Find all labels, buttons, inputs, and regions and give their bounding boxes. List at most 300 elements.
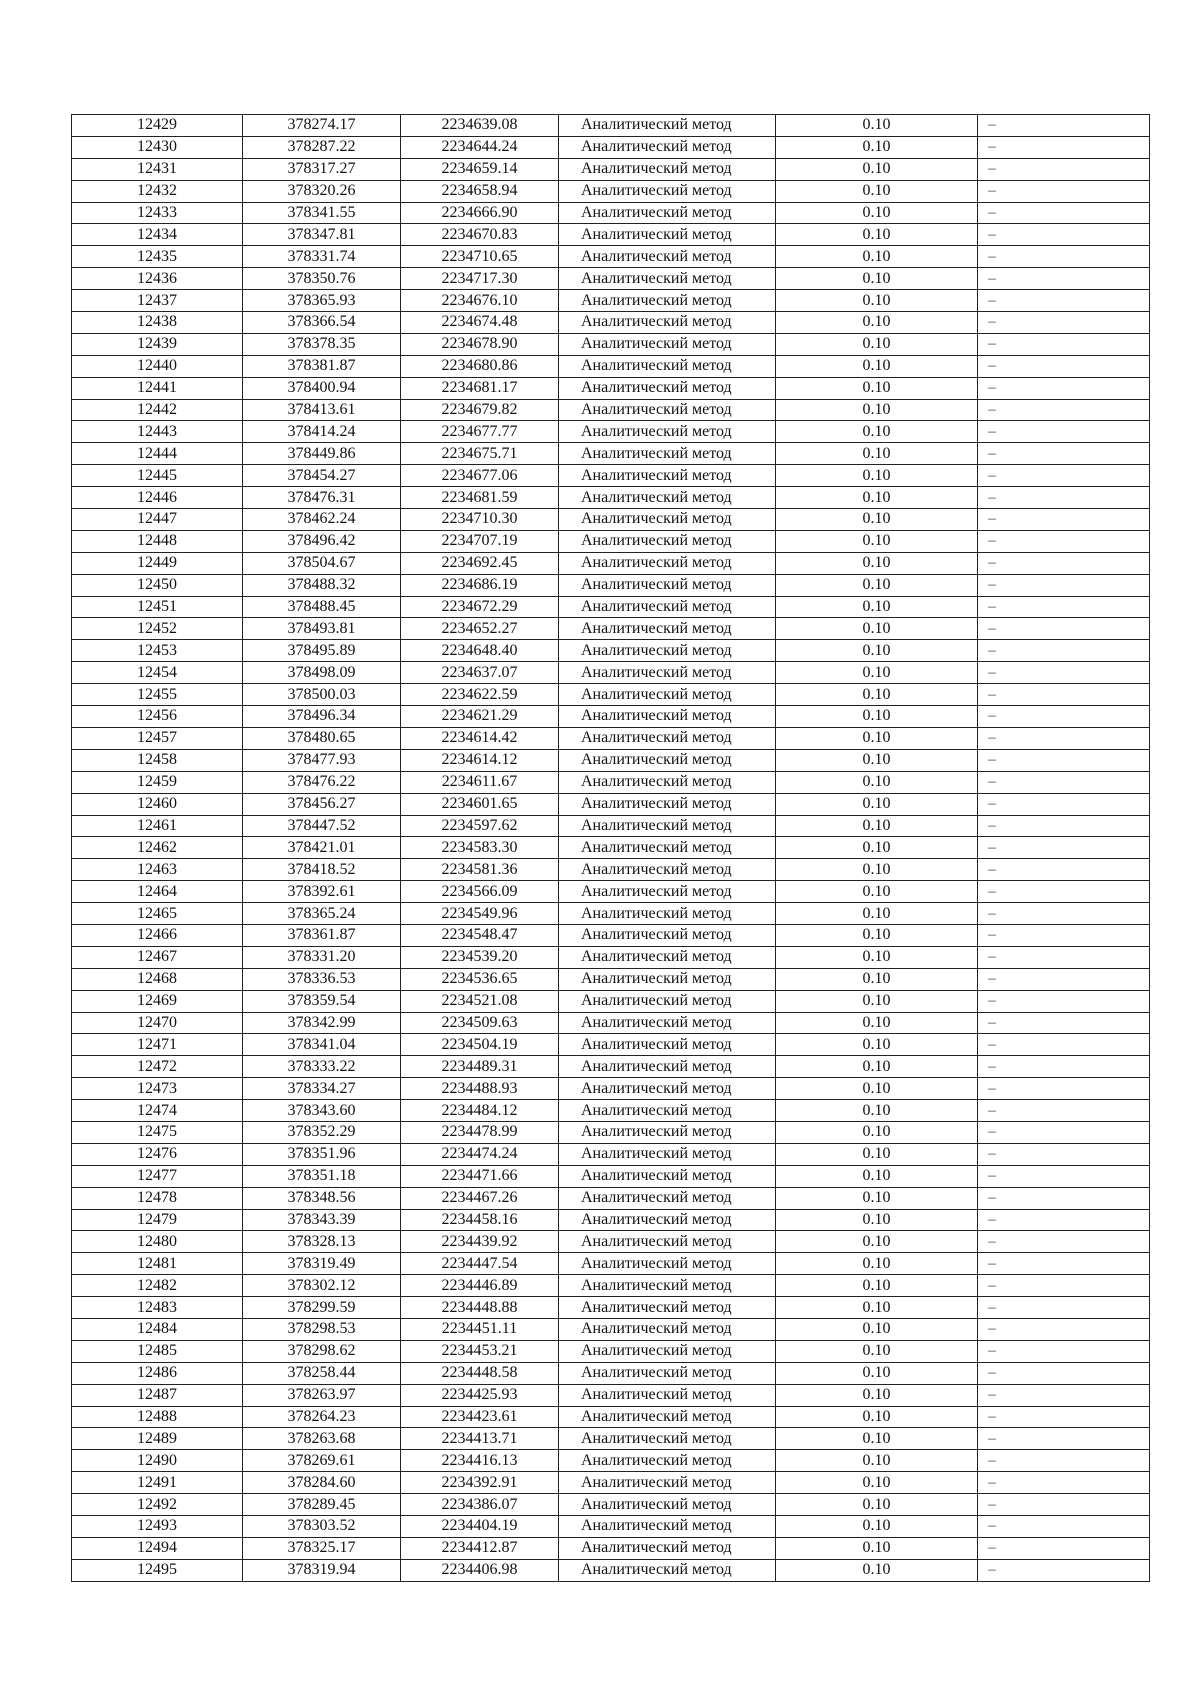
point-number-cell: 12466 [72, 924, 243, 946]
y-coordinate-cell: 2234416.13 [401, 1450, 559, 1472]
accuracy-cell: 0.10 [776, 1537, 978, 1559]
table-row [72, 924, 1150, 946]
table-row [72, 859, 1150, 881]
method-cell: Аналитический метод [559, 355, 776, 377]
y-coordinate-cell: 2234471.66 [401, 1165, 559, 1187]
accuracy-cell: 0.10 [776, 924, 978, 946]
accuracy-cell: 0.10 [776, 946, 978, 968]
accuracy-cell: 0.10 [776, 552, 978, 574]
y-coordinate-cell: 2234536.65 [401, 968, 559, 990]
note-cell: – [978, 881, 1150, 903]
method-cell: Аналитический метод [559, 1100, 776, 1122]
accuracy-cell: 0.10 [776, 1143, 978, 1165]
x-coordinate-cell: 378361.87 [243, 924, 401, 946]
table-row [72, 1340, 1150, 1362]
note-cell: – [978, 487, 1150, 509]
method-cell: Аналитический метод [559, 662, 776, 684]
accuracy-cell: 0.10 [776, 1165, 978, 1187]
coordinates-table [71, 114, 1150, 1582]
x-coordinate-cell: 378454.27 [243, 465, 401, 487]
table-row [72, 246, 1150, 268]
point-number-cell: 12441 [72, 377, 243, 399]
method-cell: Аналитический метод [559, 1056, 776, 1078]
x-coordinate-cell: 378480.65 [243, 727, 401, 749]
note-cell: – [978, 246, 1150, 268]
x-coordinate-cell: 378269.61 [243, 1450, 401, 1472]
note-cell: – [978, 268, 1150, 290]
point-number-cell: 12447 [72, 509, 243, 531]
note-cell: – [978, 1034, 1150, 1056]
method-cell: Аналитический метод [559, 596, 776, 618]
method-cell: Аналитический метод [559, 180, 776, 202]
x-coordinate-cell: 378341.04 [243, 1034, 401, 1056]
note-cell: – [978, 333, 1150, 355]
method-cell: Аналитический метод [559, 946, 776, 968]
method-cell: Аналитический метод [559, 749, 776, 771]
point-number-cell: 12443 [72, 421, 243, 443]
x-coordinate-cell: 378298.62 [243, 1340, 401, 1362]
accuracy-cell: 0.10 [776, 1406, 978, 1428]
point-number-cell: 12479 [72, 1209, 243, 1231]
accuracy-cell: 0.10 [776, 903, 978, 925]
note-cell: – [978, 596, 1150, 618]
table-row [72, 530, 1150, 552]
table-row [72, 1384, 1150, 1406]
table-row [72, 684, 1150, 706]
point-number-cell: 12477 [72, 1165, 243, 1187]
y-coordinate-cell: 2234614.42 [401, 727, 559, 749]
accuracy-cell: 0.10 [776, 443, 978, 465]
x-coordinate-cell: 378263.97 [243, 1384, 401, 1406]
point-number-cell: 12439 [72, 333, 243, 355]
note-cell: – [978, 1537, 1150, 1559]
method-cell: Аналитический метод [559, 1494, 776, 1516]
method-cell: Аналитический метод [559, 1165, 776, 1187]
method-cell: Аналитический метод [559, 509, 776, 531]
accuracy-cell: 0.10 [776, 706, 978, 728]
accuracy-cell: 0.10 [776, 509, 978, 531]
point-number-cell: 12438 [72, 312, 243, 334]
note-cell: – [978, 727, 1150, 749]
accuracy-cell: 0.10 [776, 1034, 978, 1056]
table-row [72, 1297, 1150, 1319]
point-number-cell: 12493 [72, 1516, 243, 1538]
point-number-cell: 12463 [72, 859, 243, 881]
point-number-cell: 12464 [72, 881, 243, 903]
accuracy-cell: 0.10 [776, 815, 978, 837]
method-cell: Аналитический метод [559, 1428, 776, 1450]
accuracy-cell: 0.10 [776, 1318, 978, 1340]
note-cell: – [978, 1516, 1150, 1538]
method-cell: Аналитический метод [559, 990, 776, 1012]
accuracy-cell: 0.10 [776, 1297, 978, 1319]
y-coordinate-cell: 2234674.48 [401, 312, 559, 334]
point-number-cell: 12494 [72, 1537, 243, 1559]
method-cell: Аналитический метод [559, 1559, 776, 1581]
y-coordinate-cell: 2234489.31 [401, 1056, 559, 1078]
table-row [72, 1143, 1150, 1165]
x-coordinate-cell: 378496.34 [243, 706, 401, 728]
note-cell: – [978, 1165, 1150, 1187]
x-coordinate-cell: 378319.94 [243, 1559, 401, 1581]
x-coordinate-cell: 378392.61 [243, 881, 401, 903]
point-number-cell: 12455 [72, 684, 243, 706]
note-cell: – [978, 202, 1150, 224]
table-row [72, 1516, 1150, 1538]
method-cell: Аналитический метод [559, 1516, 776, 1538]
y-coordinate-cell: 2234659.14 [401, 158, 559, 180]
method-cell: Аналитический метод [559, 1143, 776, 1165]
method-cell: Аналитический метод [559, 399, 776, 421]
x-coordinate-cell: 378331.20 [243, 946, 401, 968]
note-cell: – [978, 662, 1150, 684]
table-row [72, 399, 1150, 421]
x-coordinate-cell: 378333.22 [243, 1056, 401, 1078]
y-coordinate-cell: 2234413.71 [401, 1428, 559, 1450]
method-cell: Аналитический метод [559, 727, 776, 749]
note-cell: – [978, 465, 1150, 487]
point-number-cell: 12445 [72, 465, 243, 487]
method-cell: Аналитический метод [559, 530, 776, 552]
accuracy-cell: 0.10 [776, 202, 978, 224]
x-coordinate-cell: 378258.44 [243, 1362, 401, 1384]
accuracy-cell: 0.10 [776, 1056, 978, 1078]
note-cell: – [978, 968, 1150, 990]
y-coordinate-cell: 2234448.58 [401, 1362, 559, 1384]
note-cell: – [978, 312, 1150, 334]
table-row [72, 749, 1150, 771]
point-number-cell: 12433 [72, 202, 243, 224]
method-cell: Аналитический метод [559, 158, 776, 180]
table-row [72, 1494, 1150, 1516]
table-row [72, 640, 1150, 662]
accuracy-cell: 0.10 [776, 1209, 978, 1231]
y-coordinate-cell: 2234404.19 [401, 1516, 559, 1538]
accuracy-cell: 0.10 [776, 1231, 978, 1253]
x-coordinate-cell: 378319.49 [243, 1253, 401, 1275]
point-number-cell: 12456 [72, 706, 243, 728]
table-row [72, 596, 1150, 618]
note-cell: – [978, 1450, 1150, 1472]
table-row [72, 1187, 1150, 1209]
note-cell: – [978, 1012, 1150, 1034]
point-number-cell: 12467 [72, 946, 243, 968]
point-number-cell: 12474 [72, 1100, 243, 1122]
point-number-cell: 12436 [72, 268, 243, 290]
y-coordinate-cell: 2234679.82 [401, 399, 559, 421]
table-row [72, 552, 1150, 574]
x-coordinate-cell: 378351.96 [243, 1143, 401, 1165]
table-row [72, 1537, 1150, 1559]
point-number-cell: 12495 [72, 1559, 243, 1581]
y-coordinate-cell: 2234648.40 [401, 640, 559, 662]
note-cell: – [978, 684, 1150, 706]
note-cell: – [978, 815, 1150, 837]
point-number-cell: 12452 [72, 618, 243, 640]
x-coordinate-cell: 378343.39 [243, 1209, 401, 1231]
x-coordinate-cell: 378287.22 [243, 136, 401, 158]
method-cell: Аналитический метод [559, 465, 776, 487]
table-row [72, 180, 1150, 202]
accuracy-cell: 0.10 [776, 246, 978, 268]
x-coordinate-cell: 378413.61 [243, 399, 401, 421]
y-coordinate-cell: 2234539.20 [401, 946, 559, 968]
method-cell: Аналитический метод [559, 881, 776, 903]
accuracy-cell: 0.10 [776, 1472, 978, 1494]
note-cell: – [978, 1318, 1150, 1340]
x-coordinate-cell: 378476.31 [243, 487, 401, 509]
accuracy-cell: 0.10 [776, 727, 978, 749]
method-cell: Аналитический метод [559, 859, 776, 881]
x-coordinate-cell: 378317.27 [243, 158, 401, 180]
y-coordinate-cell: 2234448.88 [401, 1297, 559, 1319]
note-cell: – [978, 903, 1150, 925]
table-row [72, 1056, 1150, 1078]
accuracy-cell: 0.10 [776, 421, 978, 443]
note-cell: – [978, 1275, 1150, 1297]
table-row [72, 1559, 1150, 1581]
accuracy-cell: 0.10 [776, 333, 978, 355]
x-coordinate-cell: 378284.60 [243, 1472, 401, 1494]
method-cell: Аналитический метод [559, 1012, 776, 1034]
y-coordinate-cell: 2234717.30 [401, 268, 559, 290]
note-cell: – [978, 552, 1150, 574]
accuracy-cell: 0.10 [776, 312, 978, 334]
method-cell: Аналитический метод [559, 771, 776, 793]
x-coordinate-cell: 378336.53 [243, 968, 401, 990]
accuracy-cell: 0.10 [776, 1516, 978, 1538]
method-cell: Аналитический метод [559, 924, 776, 946]
table-row [72, 881, 1150, 903]
method-cell: Аналитический метод [559, 903, 776, 925]
accuracy-cell: 0.10 [776, 487, 978, 509]
point-number-cell: 12472 [72, 1056, 243, 1078]
x-coordinate-cell: 378462.24 [243, 509, 401, 531]
point-number-cell: 12462 [72, 837, 243, 859]
note-cell: – [978, 618, 1150, 640]
point-number-cell: 12480 [72, 1231, 243, 1253]
y-coordinate-cell: 2234453.21 [401, 1340, 559, 1362]
y-coordinate-cell: 2234639.08 [401, 115, 559, 137]
point-number-cell: 12482 [72, 1275, 243, 1297]
point-number-cell: 12491 [72, 1472, 243, 1494]
point-number-cell: 12440 [72, 355, 243, 377]
y-coordinate-cell: 2234680.86 [401, 355, 559, 377]
point-number-cell: 12442 [72, 399, 243, 421]
table-row [72, 727, 1150, 749]
accuracy-cell: 0.10 [776, 355, 978, 377]
table-row [72, 1275, 1150, 1297]
point-number-cell: 12429 [72, 115, 243, 137]
y-coordinate-cell: 2234474.24 [401, 1143, 559, 1165]
table-row [72, 618, 1150, 640]
point-number-cell: 12449 [72, 552, 243, 574]
x-coordinate-cell: 378352.29 [243, 1121, 401, 1143]
note-cell: – [978, 771, 1150, 793]
method-cell: Аналитический метод [559, 487, 776, 509]
point-number-cell: 12437 [72, 290, 243, 312]
y-coordinate-cell: 2234707.19 [401, 530, 559, 552]
table-row [72, 377, 1150, 399]
table-row [72, 312, 1150, 334]
x-coordinate-cell: 378365.24 [243, 903, 401, 925]
y-coordinate-cell: 2234677.06 [401, 465, 559, 487]
point-number-cell: 12457 [72, 727, 243, 749]
table-row [72, 793, 1150, 815]
x-coordinate-cell: 378351.18 [243, 1165, 401, 1187]
x-coordinate-cell: 378447.52 [243, 815, 401, 837]
accuracy-cell: 0.10 [776, 618, 978, 640]
table-row [72, 1100, 1150, 1122]
x-coordinate-cell: 378449.86 [243, 443, 401, 465]
y-coordinate-cell: 2234614.12 [401, 749, 559, 771]
y-coordinate-cell: 2234681.59 [401, 487, 559, 509]
note-cell: – [978, 1406, 1150, 1428]
table-row [72, 268, 1150, 290]
y-coordinate-cell: 2234467.26 [401, 1187, 559, 1209]
table-row [72, 903, 1150, 925]
point-number-cell: 12485 [72, 1340, 243, 1362]
note-cell: – [978, 859, 1150, 881]
note-cell: – [978, 377, 1150, 399]
method-cell: Аналитический метод [559, 1275, 776, 1297]
x-coordinate-cell: 378456.27 [243, 793, 401, 815]
note-cell: – [978, 1472, 1150, 1494]
method-cell: Аналитический метод [559, 837, 776, 859]
y-coordinate-cell: 2234549.96 [401, 903, 559, 925]
x-coordinate-cell: 378381.87 [243, 355, 401, 377]
y-coordinate-cell: 2234581.36 [401, 859, 559, 881]
note-cell: – [978, 749, 1150, 771]
accuracy-cell: 0.10 [776, 968, 978, 990]
y-coordinate-cell: 2234583.30 [401, 837, 559, 859]
accuracy-cell: 0.10 [776, 662, 978, 684]
x-coordinate-cell: 378331.74 [243, 246, 401, 268]
note-cell: – [978, 399, 1150, 421]
point-number-cell: 12448 [72, 530, 243, 552]
note-cell: – [978, 640, 1150, 662]
table-row [72, 574, 1150, 596]
method-cell: Аналитический метод [559, 1406, 776, 1428]
y-coordinate-cell: 2234446.89 [401, 1275, 559, 1297]
table-row [72, 355, 1150, 377]
point-number-cell: 12486 [72, 1362, 243, 1384]
accuracy-cell: 0.10 [776, 1428, 978, 1450]
table-row [72, 1012, 1150, 1034]
method-cell: Аналитический метод [559, 1121, 776, 1143]
x-coordinate-cell: 378320.26 [243, 180, 401, 202]
y-coordinate-cell: 2234686.19 [401, 574, 559, 596]
table-row [72, 1165, 1150, 1187]
point-number-cell: 12430 [72, 136, 243, 158]
y-coordinate-cell: 2234392.91 [401, 1472, 559, 1494]
method-cell: Аналитический метод [559, 1253, 776, 1275]
table-row [72, 1231, 1150, 1253]
note-cell: – [978, 1100, 1150, 1122]
y-coordinate-cell: 2234458.16 [401, 1209, 559, 1231]
x-coordinate-cell: 378477.93 [243, 749, 401, 771]
method-cell: Аналитический метод [559, 1362, 776, 1384]
table-row [72, 990, 1150, 1012]
method-cell: Аналитический метод [559, 815, 776, 837]
method-cell: Аналитический метод [559, 115, 776, 137]
x-coordinate-cell: 378488.32 [243, 574, 401, 596]
x-coordinate-cell: 378299.59 [243, 1297, 401, 1319]
table-row [72, 1406, 1150, 1428]
x-coordinate-cell: 378476.22 [243, 771, 401, 793]
accuracy-cell: 0.10 [776, 684, 978, 706]
accuracy-cell: 0.10 [776, 859, 978, 881]
point-number-cell: 12475 [72, 1121, 243, 1143]
note-cell: – [978, 115, 1150, 137]
x-coordinate-cell: 378496.42 [243, 530, 401, 552]
accuracy-cell: 0.10 [776, 990, 978, 1012]
note-cell: – [978, 1143, 1150, 1165]
accuracy-cell: 0.10 [776, 377, 978, 399]
accuracy-cell: 0.10 [776, 1121, 978, 1143]
method-cell: Аналитический метод [559, 574, 776, 596]
x-coordinate-cell: 378495.89 [243, 640, 401, 662]
method-cell: Аналитический метод [559, 421, 776, 443]
x-coordinate-cell: 378341.55 [243, 202, 401, 224]
table-row [72, 224, 1150, 246]
note-cell: – [978, 443, 1150, 465]
point-number-cell: 12431 [72, 158, 243, 180]
point-number-cell: 12478 [72, 1187, 243, 1209]
accuracy-cell: 0.10 [776, 465, 978, 487]
y-coordinate-cell: 2234710.30 [401, 509, 559, 531]
accuracy-cell: 0.10 [776, 399, 978, 421]
table-row [72, 968, 1150, 990]
point-number-cell: 12471 [72, 1034, 243, 1056]
accuracy-cell: 0.10 [776, 881, 978, 903]
method-cell: Аналитический метод [559, 1209, 776, 1231]
note-cell: – [978, 946, 1150, 968]
table-row [72, 1034, 1150, 1056]
note-cell: – [978, 574, 1150, 596]
note-cell: – [978, 1187, 1150, 1209]
accuracy-cell: 0.10 [776, 837, 978, 859]
note-cell: – [978, 924, 1150, 946]
y-coordinate-cell: 2234676.10 [401, 290, 559, 312]
x-coordinate-cell: 378500.03 [243, 684, 401, 706]
table-row [72, 443, 1150, 465]
method-cell: Аналитический метод [559, 1297, 776, 1319]
table-row [72, 1450, 1150, 1472]
point-number-cell: 12468 [72, 968, 243, 990]
x-coordinate-cell: 378498.09 [243, 662, 401, 684]
point-number-cell: 12434 [72, 224, 243, 246]
point-number-cell: 12460 [72, 793, 243, 815]
point-number-cell: 12481 [72, 1253, 243, 1275]
point-number-cell: 12450 [72, 574, 243, 596]
note-cell: – [978, 1494, 1150, 1516]
y-coordinate-cell: 2234622.59 [401, 684, 559, 706]
point-number-cell: 12446 [72, 487, 243, 509]
x-coordinate-cell: 378493.81 [243, 618, 401, 640]
x-coordinate-cell: 378325.17 [243, 1537, 401, 1559]
table-row [72, 115, 1150, 137]
method-cell: Аналитический метод [559, 706, 776, 728]
accuracy-cell: 0.10 [776, 1494, 978, 1516]
y-coordinate-cell: 2234484.12 [401, 1100, 559, 1122]
table-row [72, 136, 1150, 158]
method-cell: Аналитический метод [559, 268, 776, 290]
x-coordinate-cell: 378421.01 [243, 837, 401, 859]
y-coordinate-cell: 2234451.11 [401, 1318, 559, 1340]
note-cell: – [978, 180, 1150, 202]
table-row [72, 202, 1150, 224]
